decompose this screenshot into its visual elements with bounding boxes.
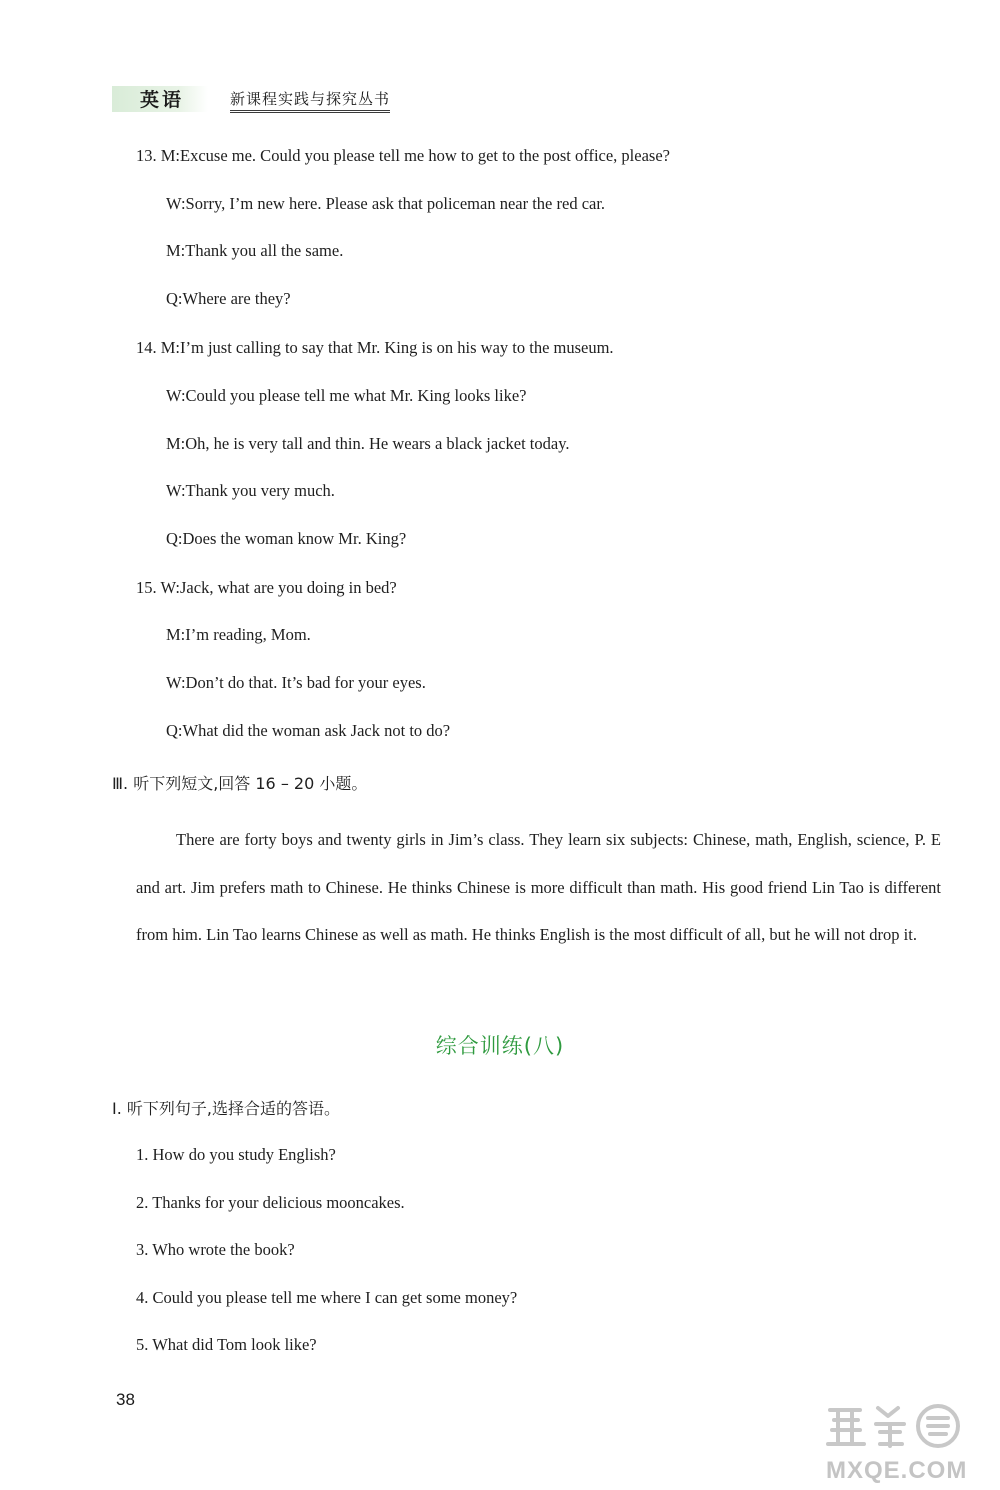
dialog-13-line-1: 13. M:Excuse me. Could you please tell me how to get to the post office, please? (136, 146, 670, 165)
dialog-13-question: Q:Where are they? (166, 289, 291, 308)
subject-label: 英语 (140, 89, 185, 111)
part-1-item-5: 5. What did Tom look like? (136, 1335, 317, 1354)
part-1-item-3: 3. Who wrote the book? (136, 1240, 295, 1259)
dialog-15-question: Q:What did the woman ask Jack not to do? (166, 721, 451, 740)
watermark-text: MXQE.COM (826, 1457, 968, 1484)
dialog-15-line-1: 15. W:Jack, what are you doing in bed? (136, 578, 397, 597)
running-header (112, 84, 432, 114)
dialog-14-line-4: W:Thank you very much. (166, 481, 335, 500)
dialog-13-line-2: W:Sorry, I’m new here. Please ask that policeman near the red car. (166, 194, 606, 213)
part-1-heading: Ⅰ. 听下列句子,选择合适的答语。 (112, 1099, 340, 1118)
watermark-logo (820, 1398, 995, 1486)
part-3-heading: Ⅲ. 听下列短文,回答 16 – 20 小题。 (112, 774, 368, 793)
dialog-15-line-3: W:Don’t do that. It’s bad for your eyes. (166, 673, 426, 692)
watermark-icon (820, 1398, 995, 1486)
part-1-item-4: 4. Could you please tell me where I can get some money? (136, 1288, 518, 1307)
page-number: 38 (116, 1390, 135, 1409)
dialog-14-question: Q:Does the woman know Mr. King? (166, 529, 407, 548)
dialog-13-line-3: M:Thank you all the same. (166, 241, 344, 260)
section-title: 综合训练(八) (435, 1034, 565, 1058)
part-1-item-1: 1. How do you study English? (136, 1145, 336, 1164)
part-3-passage: There are forty boys and twenty girls in Jim’s class. They learn six subjects: Chinese, math, English, science, P. E and art. Jim prefers math to Chinese. He thinks Chinese is more difficult than math. His good friend Lin Tao is different from him. Lin Tao learns Chinese as well as math. He thinks English is the most difficult of all, but he will not drop it. (136, 830, 941, 944)
dialog-15-line-2: M:I’m reading, Mom. (166, 625, 311, 644)
dialog-14-line-2: W:Could you please tell me what Mr. King looks like? (166, 386, 527, 405)
dialog-14-line-1: 14. M:I’m just calling to say that Mr. King is on his way to the museum. (136, 338, 614, 357)
part-1-item-2: 2. Thanks for your delicious mooncakes. (136, 1193, 405, 1212)
dialog-14-line-3: M:Oh, he is very tall and thin. He wears a black jacket today. (166, 434, 570, 453)
series-title: 新课程实践与探究丛书 (230, 88, 390, 113)
